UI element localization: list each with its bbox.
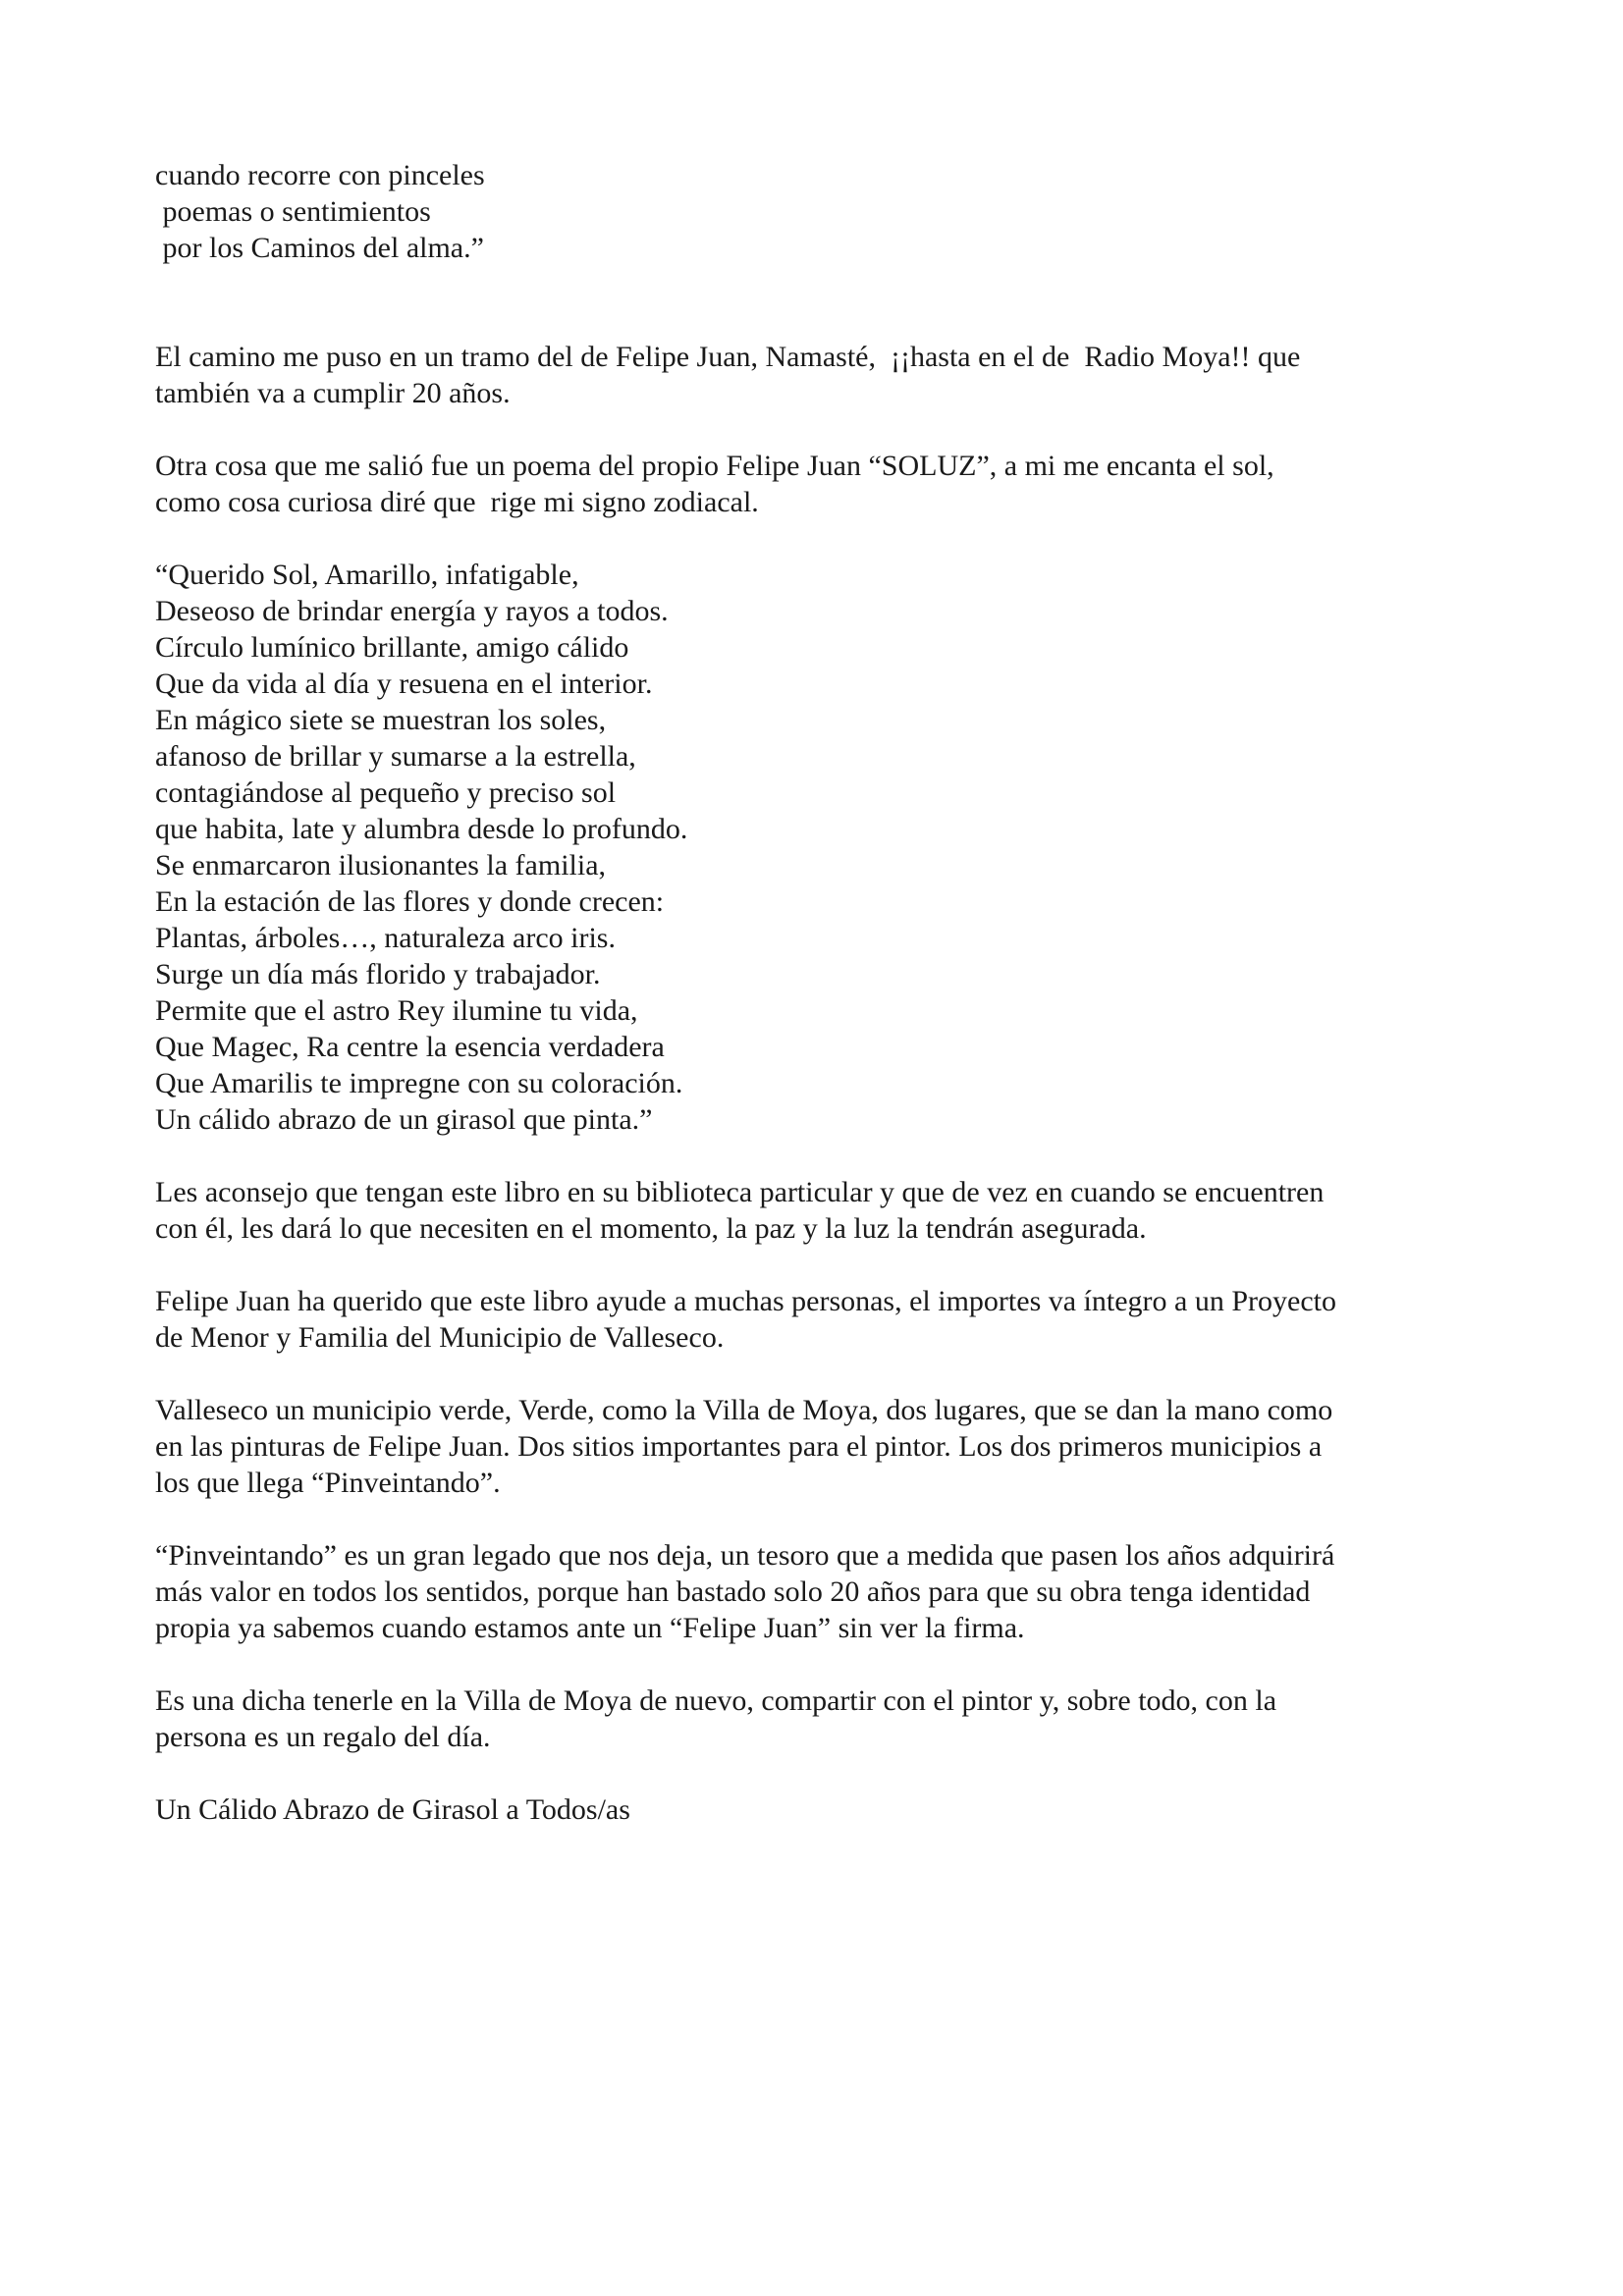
poem-line: Se enmarcaron ilusionantes la familia, — [155, 849, 607, 881]
paragraph-valleseco — [155, 1392, 1490, 1501]
poem-line: Que Amarilis te impregne con su coloración. — [155, 1067, 683, 1099]
poem-line: Un cálido abrazo de un girasol que pinta.” — [155, 1103, 653, 1136]
paragraph-pinveintando — [155, 1537, 1490, 1646]
poem-line: Que da vida al día y resuena en el interior. — [155, 667, 653, 700]
paragraph-biblioteca — [155, 1174, 1490, 1247]
paragraph-proyecto — [155, 1283, 1490, 1356]
paragraph-line: los que llega “Pinveintando”. — [155, 1467, 501, 1499]
poem-line: afanoso de brillar y sumarse a la estrella, — [155, 740, 636, 773]
paragraph-soluz-intro — [155, 448, 1490, 520]
paragraph-line: “Pinveintando” es un gran legado que nos deja, un tesoro que a medida que pasen los años adquirirá — [155, 1539, 1335, 1572]
paragraph-line: también va a cumplir 20 años. — [155, 377, 511, 409]
paragraph-dicha — [155, 1682, 1490, 1755]
poem-line: Círculo lumínico brillante, amigo cálido — [155, 631, 629, 664]
document-page — [155, 157, 1490, 1828]
poem-line: contagiándose al pequeño y preciso sol — [155, 776, 617, 809]
poem-line: Plantas, árboles…, naturaleza arco iris. — [155, 922, 616, 954]
poem-line: En la estación de las flores y donde crecen: — [155, 885, 665, 918]
poem-soluz — [155, 557, 1490, 1138]
paragraph-line: como cosa curiosa diré que rige mi signo zodiacal. — [155, 486, 759, 518]
paragraph-camino — [155, 339, 1490, 411]
poem-line: “Querido Sol, Amarillo, infatigable, — [155, 559, 579, 591]
paragraph-line: Les aconsejo que tengan este libro en su biblioteca particular y que de vez en cuando se encuentren — [155, 1176, 1325, 1208]
poem-line: Deseoso de brindar energía y rayos a todos. — [155, 595, 669, 627]
poem-line: En mágico siete se muestran los soles, — [155, 704, 607, 736]
verse-line: poemas o sentimientos — [155, 195, 431, 228]
verse-line: cuando recorre con pinceles — [155, 159, 485, 191]
opening-verse — [155, 157, 1490, 266]
paragraph-line: Felipe Juan ha querido que este libro ayude a muchas personas, el importes va íntegro a un Proyecto — [155, 1285, 1336, 1317]
paragraph-line: con él, les dará lo que necesiten en el momento, la paz y la luz la tendrán asegurada. — [155, 1212, 1147, 1245]
paragraph-line: propia ya sabemos cuando estamos ante un “Felipe Juan” sin ver la firma. — [155, 1612, 1025, 1644]
poem-line: Permite que el astro Rey ilumine tu vida, — [155, 994, 638, 1027]
verse-line: por los Caminos del alma.” — [155, 232, 484, 264]
paragraph-line: de Menor y Familia del Municipio de Valleseco. — [155, 1321, 725, 1354]
paragraph-line: Valleseco un municipio verde, Verde, como la Villa de Moya, dos lugares, que se dan la mano como — [155, 1394, 1333, 1426]
paragraph-line: Otra cosa que me salió fue un poema del propio Felipe Juan “SOLUZ”, a mi me encanta el sol, — [155, 450, 1274, 482]
paragraph-line: persona es un regalo del día. — [155, 1721, 491, 1753]
paragraph-line: en las pinturas de Felipe Juan. Dos sitios importantes para el pintor. Los dos primeros municipios a — [155, 1430, 1323, 1463]
poem-line: Surge un día más florido y trabajador. — [155, 958, 601, 990]
poem-line: que habita, late y alumbra desde lo profundo. — [155, 813, 688, 845]
paragraph-line: Es una dicha tenerle en la Villa de Moya de nuevo, compartir con el pintor y, sobre todo, con la — [155, 1684, 1277, 1717]
poem-line: Que Magec, Ra centre la esencia verdadera — [155, 1031, 665, 1063]
paragraph-line: más valor en todos los sentidos, porque han bastado solo 20 años para que su obra tenga identidad — [155, 1575, 1311, 1608]
closing-line: Un Cálido Abrazo de Girasol a Todos/as — [155, 1793, 630, 1826]
paragraph-line: El camino me puso en un tramo del de Felipe Juan, Namasté, ¡¡hasta en el de Radio Moya!! que — [155, 341, 1301, 373]
